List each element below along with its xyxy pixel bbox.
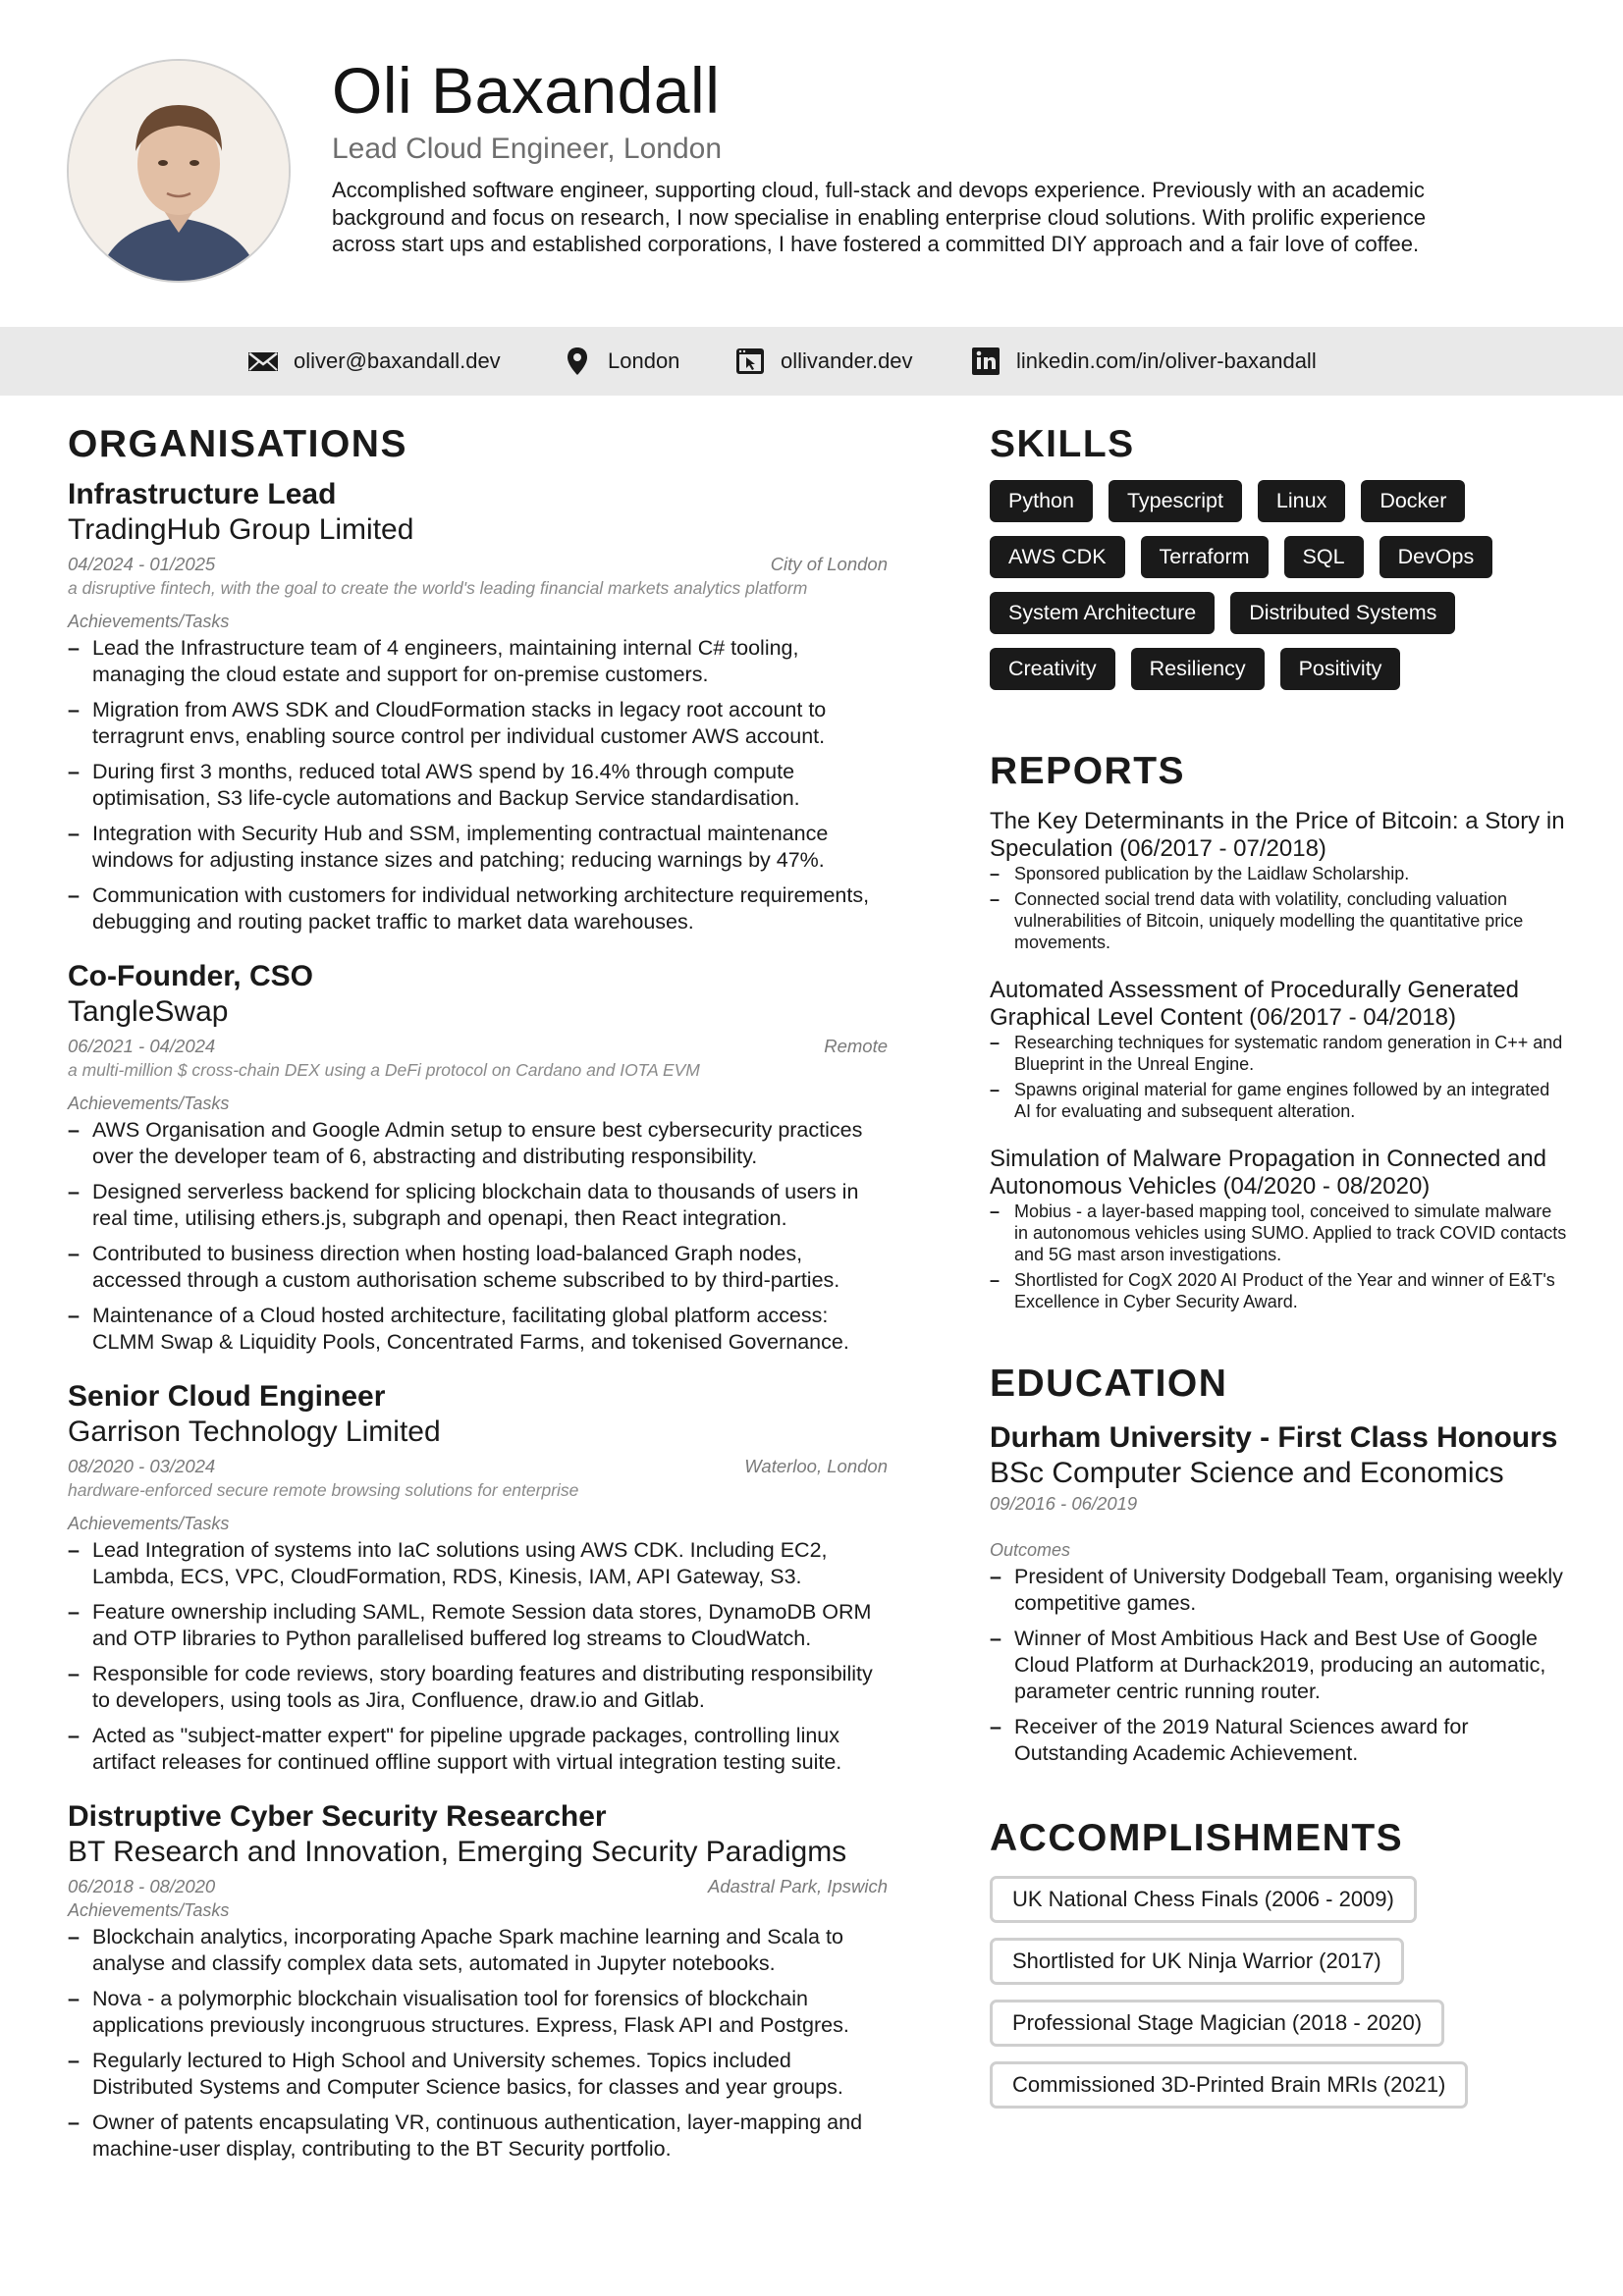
contact-bar: [0, 327, 1623, 396]
list-item: – AWS Organisation and Google Admin setup to ensure best cybersecurity practices over the developer team of 6, abstracting and distributing responsibility.: [68, 1117, 893, 1170]
skills-section: [990, 422, 1569, 690]
list-item: – During first 3 months, reduced total AWS spend by 16.4% through compute optimisation, S3 life-cycle automations and Backup Service standardisation.: [68, 759, 893, 812]
contact-website[interactable]: [733, 327, 913, 396]
skill-tag: Creativity: [990, 648, 1115, 690]
job-org: BT Research and Innovation, Emerging Security Paradigms: [68, 1836, 847, 1868]
website-text: ollivander.dev: [781, 348, 913, 373]
skill-tag: Python: [990, 480, 1093, 522]
achievements-label: Achievements/Tasks: [68, 1094, 230, 1113]
report-bullets: [990, 1032, 1569, 1122]
job-dates: 06/2018 - 08/2020: [68, 1876, 216, 1896]
job-title: Co-Founder, CSO: [68, 960, 313, 992]
education-heading: EDUCATION: [990, 1362, 1228, 1405]
list-item: – Acted as "subject-matter expert" for pipeline upgrade packages, controlling linux artifact releases for continued offline support with virtual integration testing suite.: [68, 1723, 893, 1776]
website-icon: [733, 345, 767, 378]
job-title: Senior Cloud Engineer: [68, 1380, 386, 1413]
profile-photo: [67, 59, 291, 283]
job-dates: 08/2020 - 03/2024: [68, 1456, 216, 1476]
list-item: – Owner of patents encapsulating VR, continuous authentication, layer-mapping and machine-user display, contributing to the BT Security portfolio.: [68, 2109, 893, 2163]
list-item: – Migration from AWS SDK and CloudFormation stacks in legacy root account to terragrunt envs, enabling source control per individual customer AWS account.: [68, 697, 893, 750]
accomplishments-section: [990, 1816, 1569, 2109]
skill-tag: Resiliency: [1131, 648, 1265, 690]
list-item: – Designed serverless backend for splicing blockchain data to thousands of users in real time, utilising ethers.js, subgraph and openapi, then React integration.: [68, 1179, 893, 1232]
education-section: [990, 1362, 1569, 1767]
summary-text: Accomplished software engineer, supporting cloud, full-stack and devops experience. Previously with an academic background and focus on research, I now specialise in enabling enterprise cloud solutions. With prolific experience across start ups and established corporations, I have fostered a committed DIY approach and a fair love of coffee.: [332, 178, 1427, 256]
list-item: – Spawns original material for game engines followed by an integrated AI for evaluating and subsequent alteration.: [990, 1079, 1569, 1122]
report-title: The Key Determinants in the Price of Bitcoin: a Story in Speculation (06/2017 - 07/2018): [990, 808, 1565, 862]
accomplishment-tag: Commissioned 3D-Printed Brain MRIs (2021): [990, 2061, 1468, 2109]
job-meta: [68, 552, 888, 576]
job-meta: [68, 1874, 888, 1898]
skill-tag: DevOps: [1380, 536, 1493, 578]
report-title: Automated Assessment of Procedurally Generated Graphical Level Content (06/2017 - 04/2018): [990, 977, 1519, 1031]
list-item: – Nova - a polymorphic blockchain visualisation tool for forensics of blockchain applications previously incongruous structures. Express, Flask API and Postgres.: [68, 1986, 893, 2039]
skill-tag: Linux: [1258, 480, 1345, 522]
achievements-label: Achievements/Tasks: [68, 1514, 230, 1533]
skills-heading: SKILLS: [990, 423, 1135, 465]
contact-linkedin[interactable]: [969, 327, 1317, 396]
education-dates: 09/2016 - 06/2019: [990, 1493, 1138, 1514]
skill-tag: Typescript: [1109, 480, 1242, 522]
linkedin-icon: [969, 345, 1002, 378]
list-item: – Shortlisted for CogX 2020 AI Product of the Year and winner of E&T's Excellence in Cyber Security Award.: [990, 1269, 1569, 1312]
right-column: [990, 422, 1569, 2109]
list-item: – Mobius - a layer-based mapping tool, conceived to simulate malware in autonomous vehicles using SUMO. Applied to track COVID contacts and 5G mast arson investigations.: [990, 1201, 1569, 1265]
accomplishment-tag: UK National Chess Finals (2006 - 2009): [990, 1876, 1417, 1923]
achievements-list: [68, 1117, 893, 1356]
organisations-heading: ORGANISATIONS: [68, 423, 407, 465]
portrait-illustration: [69, 61, 289, 281]
job-meta: [68, 1454, 888, 1478]
job-location: Remote: [824, 1036, 888, 1056]
education-degree: BSc Computer Science and Economics: [990, 1457, 1504, 1489]
accomplishments-heading: ACCOMPLISHMENTS: [990, 1817, 1404, 1859]
list-item: – Integration with Security Hub and SSM, implementing contractual maintenance windows for adjusting instance sizes and patching; reducing warnings by 47%.: [68, 821, 893, 874]
achievements-label: Achievements/Tasks: [68, 612, 230, 631]
report-bullets: [990, 1201, 1569, 1312]
skill-tag: SQL: [1284, 536, 1364, 578]
list-item: – Communication with customers for individual networking architecture requirements, debugging and routing packet traffic to market data warehouses.: [68, 882, 893, 935]
accomplishment-tag: Shortlisted for UK Ninja Warrior (2017): [990, 1938, 1404, 1985]
list-item: – Maintenance of a Cloud hosted architecture, facilitating global platform access: CLMM Swap & Liquidity Pools, Concentrated Farms, and tokenised Governance.: [68, 1303, 893, 1356]
list-item: – Sponsored publication by the Laidlaw Scholarship.: [990, 863, 1569, 884]
report-entry: [990, 977, 1569, 1122]
report-entry: [990, 808, 1569, 953]
report-title: Simulation of Malware Propagation in Connected and Autonomous Vehicles (04/2020 - 08/2020): [990, 1146, 1547, 1200]
job-location: Adastral Park, Ipswich: [707, 1876, 888, 1896]
outcomes-label: Outcomes: [990, 1540, 1071, 1560]
job-org: Garrison Technology Limited: [68, 1415, 441, 1448]
job-description: a disruptive fintech, with the goal to create the world's leading financial markets analytics platform: [68, 578, 808, 598]
list-item: – President of University Dodgeball Team, organising weekly competitive games.: [990, 1564, 1569, 1617]
skill-tag: Docker: [1361, 480, 1465, 522]
list-item: – Researching techniques for systematic random generation in C++ and Blueprint in the Unreal Engine.: [990, 1032, 1569, 1075]
job-org: TangleSwap: [68, 995, 229, 1028]
reports-heading: REPORTS: [990, 750, 1186, 792]
job-title: Infrastructure Lead: [68, 478, 337, 510]
job-dates: 06/2021 - 04/2024: [68, 1036, 216, 1056]
job-entry: [68, 1799, 893, 2163]
location-text: London: [608, 348, 680, 373]
contact-location: [561, 327, 679, 396]
list-item: – Lead Integration of systems into IaC solutions using AWS CDK. Including EC2, Lambda, ECS, VPC, CloudFormation, RDS, Kinesis, IAM, API Gateway, S3.: [68, 1537, 893, 1590]
list-item: – Contributed to business direction when hosting load-balanced Graph nodes, accessed through a custom authorisation scheme subscribed to by third-parties.: [68, 1241, 893, 1294]
list-item: – Winner of Most Ambitious Hack and Best Use of Google Cloud Platform at Durhack2019, producing an automatic, parameter centric running router.: [990, 1626, 1569, 1705]
list-item: – Blockchain analytics, incorporating Apache Spark machine learning and Scala to analyse and classify complex data sets, automated in Jupyter notebooks.: [68, 1924, 893, 1977]
achievements-list: [68, 635, 893, 935]
contact-email[interactable]: [246, 327, 501, 396]
job-meta: [68, 1034, 888, 1058]
email-text: oliver@baxandall.dev: [294, 348, 501, 373]
job-title: Distruptive Cyber Security Researcher: [68, 1800, 607, 1833]
job-org: TradingHub Group Limited: [68, 513, 414, 546]
email-icon: [246, 345, 280, 378]
skills-list: [990, 480, 1540, 690]
job-entry: [68, 959, 893, 1356]
job-entry: [68, 1379, 893, 1776]
skill-tag: System Architecture: [990, 592, 1215, 634]
accomplishments-list: [990, 1876, 1569, 2109]
list-item: – Receiver of the 2019 Natural Sciences award for Outstanding Academic Achievement.: [990, 1714, 1569, 1767]
education-school: Durham University - First Class Honours: [990, 1421, 1558, 1454]
location-pin-icon: [561, 345, 594, 378]
organisations-section: [68, 422, 893, 2186]
job-dates: 04/2024 - 01/2025: [68, 554, 216, 574]
candidate-role: Lead Cloud Engineer, London: [332, 133, 723, 165]
reports-section: [990, 749, 1569, 1312]
accomplishment-tag: Professional Stage Magician (2018 - 2020): [990, 2000, 1444, 2047]
list-item: – Regularly lectured to High School and University schemes. Topics included Distributed Systems and Computer Science basics, for classes and year groups.: [68, 2048, 893, 2101]
skill-tag: Distributed Systems: [1230, 592, 1455, 634]
achievements-list: [68, 1924, 893, 2163]
list-item: – Responsible for code reviews, story boarding features and distributing responsibility to developers, using tools as Jira, Confluence, draw.io and Gitlab.: [68, 1661, 893, 1714]
job-location: City of London: [770, 554, 888, 574]
skill-tag: Terraform: [1141, 536, 1269, 578]
report-entry: [990, 1146, 1569, 1312]
job-entry: [68, 477, 893, 935]
resume-header: [0, 0, 1623, 327]
job-description: hardware-enforced secure remote browsing solutions for enterprise: [68, 1480, 579, 1500]
linkedin-text: linkedin.com/in/oliver-baxandall: [1016, 348, 1317, 373]
skill-tag: AWS CDK: [990, 536, 1125, 578]
job-location: Waterloo, London: [744, 1456, 888, 1476]
job-description: a multi-million $ cross-chain DEX using a DeFi protocol on Cardano and IOTA EVM: [68, 1060, 700, 1080]
report-bullets: [990, 863, 1569, 953]
list-item: – Lead the Infrastructure team of 4 engineers, maintaining internal C# tooling, managing the cloud estate and support for on-premise customers.: [68, 635, 893, 688]
candidate-name: Oli Baxandall: [332, 54, 721, 127]
outcomes-list: [990, 1564, 1569, 1767]
achievements-label: Achievements/Tasks: [68, 1900, 230, 1920]
skill-tag: Positivity: [1280, 648, 1401, 690]
achievements-list: [68, 1537, 893, 1776]
list-item: – Feature ownership including SAML, Remote Session data stores, DynamoDB ORM and OTP libraries to Python parallelised buffered log streams to CloudWatch.: [68, 1599, 893, 1652]
list-item: – Connected social trend data with volatility, concluding valuation vulnerabilities of Bitcoin, uniquely modelling the quantitative price movements.: [990, 888, 1569, 953]
